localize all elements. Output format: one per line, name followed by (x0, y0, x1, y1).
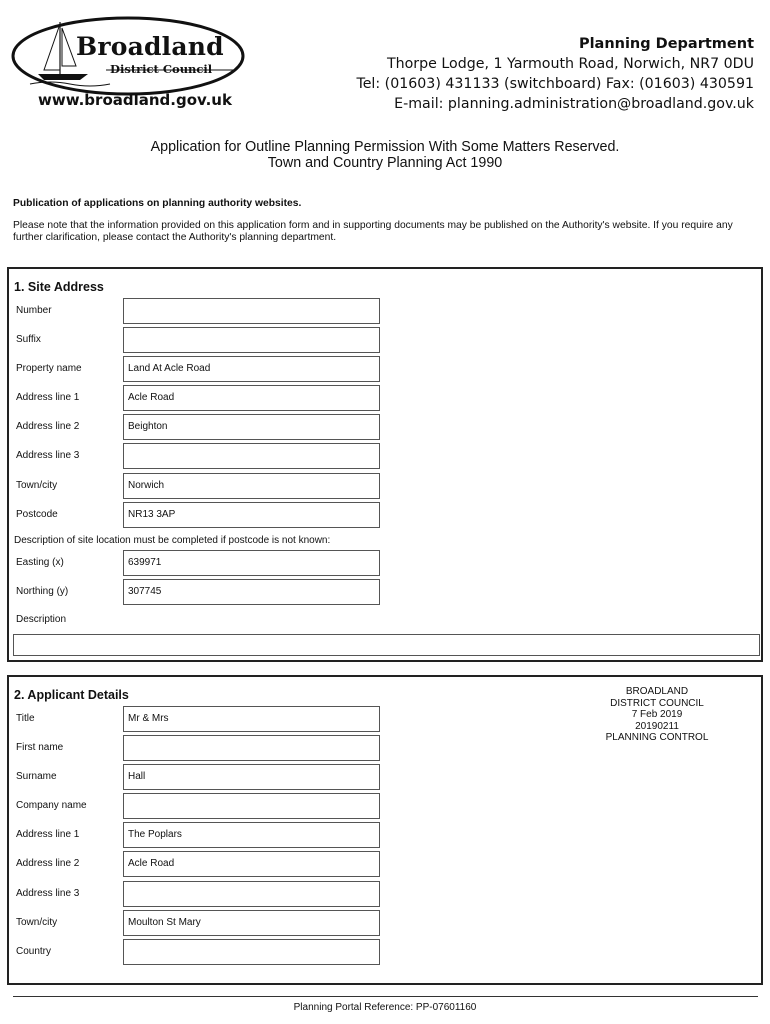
publication-note: Please note that the information provided on this application form and in supporting documents may be published on the Authority's website. If you require any further clarification, please contact the Authority's planning department. (13, 220, 733, 243)
field-property-name (9, 356, 409, 382)
site-address-section (7, 267, 763, 662)
field-first-name (9, 735, 409, 761)
section-heading: 1. Site Address (14, 280, 104, 294)
field-label: Country (16, 946, 52, 957)
field-label: Address line 2 (16, 421, 80, 432)
postcode-input[interactable]: NR13 3AP (123, 502, 380, 528)
website-link[interactable]: www.broadland.gov.uk (38, 91, 232, 109)
town-city-input[interactable]: Norwich (123, 473, 380, 499)
field-label: Company name (16, 800, 87, 811)
field-label: Address line 2 (16, 858, 80, 869)
department-phone: Tel: (01603) 431133 (switchboard) Fax: (01603) 430591 (356, 76, 754, 92)
field-address-line-1 (9, 385, 409, 411)
section-heading: 2. Applicant Details (14, 688, 129, 702)
field-label: Title (16, 713, 35, 724)
stamp-line: DISTRICT COUNCIL (610, 697, 704, 709)
department-email[interactable]: E-mail: planning.administration@broadland.gov.uk (394, 96, 754, 112)
field-title (9, 706, 409, 732)
address-line-3-input[interactable] (123, 443, 380, 469)
field-label: Number (16, 305, 52, 316)
form-title (0, 139, 770, 171)
field-easting (9, 550, 409, 576)
field-number (9, 298, 409, 324)
field-label: Address line 1 (16, 829, 80, 840)
stamp-line: BROADLAND (625, 686, 689, 697)
address-line-1-input[interactable]: The Poplars (123, 822, 380, 848)
footer-divider (13, 996, 758, 997)
logo-name: Broadland (76, 32, 224, 61)
field-label: Surname (16, 771, 57, 782)
field-surname (9, 764, 409, 790)
address-line-1-input[interactable]: Acle Road (123, 385, 380, 411)
country-input[interactable] (123, 939, 380, 965)
field-label: Easting (x) (16, 557, 64, 568)
field-label: Town/city (16, 917, 58, 928)
easting-input[interactable]: 639971 (123, 550, 380, 576)
number-input[interactable] (123, 298, 380, 324)
field-postcode (9, 502, 409, 528)
stamp-line: 20190211 (635, 720, 679, 732)
department-title: Planning Department (578, 36, 754, 52)
address-line-3-input[interactable] (123, 881, 380, 907)
field-address-line-3 (9, 881, 409, 907)
form-title-line1: Application for Outline Planning Permission With Some Matters Reserved. (150, 139, 620, 155)
stamp-line: 7 Feb 2019 (631, 709, 683, 720)
field-northing (9, 579, 409, 605)
northing-input[interactable]: 307745 (123, 579, 380, 605)
field-address-line-2 (9, 414, 409, 440)
address-line-2-input[interactable]: Beighton (123, 414, 380, 440)
field-label: Town/city (16, 480, 58, 491)
company-name-input[interactable] (123, 793, 380, 819)
field-label: Property name (16, 363, 82, 374)
council-logo (10, 14, 246, 98)
field-town-city (9, 910, 409, 936)
publication-heading: Publication of applications on planning authority websites. (13, 198, 302, 209)
field-address-line-1 (9, 822, 409, 848)
field-label: Suffix (16, 334, 41, 345)
field-label: Northing (y) (16, 586, 69, 597)
field-address-line-3 (9, 443, 409, 469)
department-contact (356, 34, 754, 114)
surname-input[interactable]: Hall (123, 764, 380, 790)
stamp-line: PLANNING CONTROL (605, 732, 709, 743)
address-line-2-input[interactable]: Acle Road (123, 851, 380, 877)
description-label: Description (16, 614, 67, 625)
field-country (9, 939, 409, 965)
field-label: Address line 3 (16, 450, 80, 461)
form-title-line2: Town and Country Planning Act 1990 (267, 155, 503, 171)
field-town-city (9, 473, 409, 499)
field-suffix (9, 327, 409, 353)
suffix-input[interactable] (123, 327, 380, 353)
field-label: First name (16, 742, 64, 753)
logo-subtitle: District Council (110, 62, 213, 76)
field-label: Address line 1 (16, 392, 80, 403)
portal-reference: Planning Portal Reference: PP-07601160 (293, 1002, 477, 1013)
department-address: Thorpe Lodge, 1 Yarmouth Road, Norwich, NR7 0DU (386, 56, 754, 72)
received-stamp (577, 686, 737, 744)
first-name-input[interactable] (123, 735, 380, 761)
town-city-input[interactable]: Moulton St Mary (123, 910, 380, 936)
property-name-input[interactable]: Land At Acle Road (123, 356, 380, 382)
field-label: Address line 3 (16, 888, 80, 899)
location-note: Description of site location must be completed if postcode is not known: (14, 535, 331, 546)
title-input[interactable]: Mr & Mrs (123, 706, 380, 732)
description-input[interactable] (13, 634, 760, 656)
field-label: Postcode (16, 509, 58, 520)
field-address-line-2 (9, 851, 409, 877)
field-company-name (9, 793, 409, 819)
